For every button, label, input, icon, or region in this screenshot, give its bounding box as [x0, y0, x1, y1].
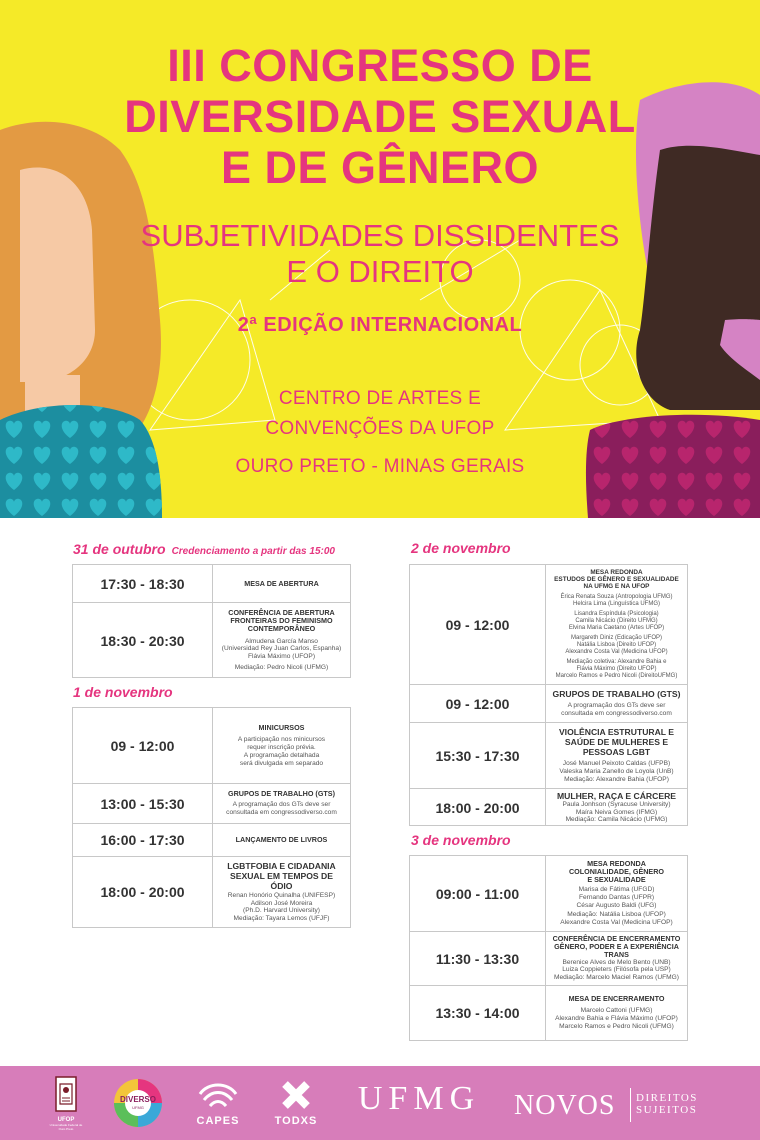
session-content: [213, 857, 350, 927]
sponsor-footer: [0, 1066, 760, 1140]
diverso-label: DIVERSO: [119, 1095, 156, 1104]
speaker-line: Marcelo Cattoni (UFMG): [580, 1007, 653, 1015]
speaker-line: Marisa de Fátima (UFGD): [578, 886, 655, 894]
session-title: FRONTEIRAS DO FEMINISMO: [230, 616, 333, 625]
session-time: 09 - 12:00: [73, 708, 213, 783]
session-time: 09 - 12:00: [410, 565, 546, 684]
todxs-logo: [268, 1080, 324, 1127]
title-line-2: DIVERSIDADE SEXUAL: [124, 91, 636, 142]
day-date: 3 de novembro: [411, 832, 511, 848]
session-title: NA UFMG E NA UFOP: [583, 583, 650, 590]
moderator-line: Marcelo Ramos e Pedro Nicoli (DireitoUFMG): [555, 673, 678, 680]
day-heading-nov3: [411, 832, 511, 848]
congress-title: [0, 40, 760, 193]
info-line: será divulgada em separado: [239, 759, 324, 767]
speaker-line: Lisandra Espíndula (Psicologia): [574, 611, 659, 618]
speaker-line: Valeska Maria Zanello de Loyola (UnB): [559, 768, 674, 776]
day-date: 31 de outubro: [73, 541, 166, 557]
ufmg-logo: UFMG: [357, 1080, 481, 1117]
registration-note: Credenciamento a partir das 15:00: [171, 546, 335, 557]
speaker-line: José Manuel Peixoto Caldas (UFPB): [562, 760, 671, 768]
day-heading-oct31: [73, 541, 335, 557]
diverso-sublabel: UFMG: [132, 1105, 144, 1110]
speaker-line: César Augusto Baldi (UFG): [576, 901, 657, 909]
schedule-table-nov2: [409, 564, 688, 826]
session-content: [546, 932, 687, 985]
speaker-line: Elvina Maria Caetano (Artes UFOP): [568, 625, 665, 632]
table-row: [73, 708, 350, 784]
schedule-table-nov3: [409, 855, 688, 1041]
info-line: consultada em congressodiverso.com: [561, 710, 672, 717]
session-title: GRUPOS DE TRABALHO (GTS): [227, 789, 335, 799]
subtitle-line-2: E O DIREITO: [286, 254, 474, 289]
subtitle-line-1: SUBJETIVIDADES DISSIDENTES: [140, 218, 620, 253]
session-content: [213, 565, 350, 602]
session-content: [546, 685, 687, 722]
session-title: MESA REDONDA: [590, 569, 643, 576]
session-title: COLONIALIDADE, GÊNERO: [568, 866, 665, 876]
session-content: [213, 784, 350, 823]
title-line-1: III CONGRESSO DE: [167, 40, 593, 91]
info-line: A participação nos minicursos: [237, 736, 326, 744]
session-content: [546, 789, 687, 826]
direitos-label: DIREITOS: [636, 1092, 698, 1104]
ufop-crest-icon: [55, 1076, 77, 1112]
speaker-line: (Ph.D. Harvard University): [243, 907, 320, 915]
day-date: 2 de novembro: [411, 540, 511, 556]
session-time: 18:00 - 20:00: [73, 857, 213, 927]
venue-line-1: CENTRO DE ARTES E: [278, 388, 482, 409]
session-time: 09 - 12:00: [410, 685, 546, 722]
moderator-line: Mediação: Alexandre Bahia (UFOP): [564, 775, 669, 783]
venue: [0, 384, 760, 444]
speaker-line: Helcira Lima (Linguística UFMG): [572, 601, 661, 608]
speaker-line: Paula Jonhson (Syracuse University): [562, 800, 671, 808]
info-line: A programação dos GTs deve ser: [567, 702, 666, 710]
table-row: [73, 784, 350, 824]
day-heading-nov2: [411, 540, 511, 556]
session-title: E SEXUALIDADE: [587, 874, 646, 884]
session-title: MINICURSOS: [258, 722, 305, 732]
session-content: [546, 986, 687, 1040]
session-title: LGBTFOBIA E CIDADANIA: [227, 861, 336, 871]
session-title: GRUPOS DE TRABALHO (GTS): [552, 689, 681, 700]
session-title: CONFERÊNCIA DE ABERTURA: [228, 608, 335, 618]
schedule-table-nov1: [72, 707, 351, 928]
session-time: 15:30 - 17:30: [410, 723, 546, 788]
capes-logo: [190, 1080, 246, 1127]
speaker-line: Érica Renata Souza (Antropologia UFMG): [560, 594, 673, 601]
moderator-line: Mediação coletiva: Alexandre Bahia e: [566, 659, 667, 666]
novos-logo-text: NOVOS: [514, 1090, 616, 1121]
edition-label: 2ª EDIÇÃO INTERNACIONAL: [237, 314, 523, 336]
moderator-line: Mediação: Pedro Nicoli (UFMG): [234, 663, 329, 671]
speaker-line: Natália Lisboa (Direito UFOP): [576, 642, 657, 649]
moderator-line: Mediação: Camila Nicácio (UFMG): [565, 816, 668, 824]
session-title: MESA DE ABERTURA: [244, 578, 319, 588]
session-title: MESA REDONDA: [587, 859, 646, 868]
session-title: MULHER, RAÇA E CÁRCERE: [556, 790, 677, 801]
speaker-line: Berenice Alves de Melo Bento (UNB): [562, 958, 671, 966]
table-row: [410, 789, 687, 826]
table-row: [410, 986, 687, 1040]
direitos-sujeitos-logo: [636, 1092, 716, 1116]
speaker-line: Renan Honório Quinalha (UNIFESP): [227, 891, 336, 899]
speaker-line: Luiza Coppieters (Filósofa pela USP): [562, 966, 671, 974]
info-line: requer inscrição prévia.: [247, 744, 316, 752]
todxs-x-icon: [281, 1080, 311, 1110]
info-line: consultada em congressodiverso.com: [226, 808, 337, 816]
moderator-line: Mediação: Natália Lisboa (UFOP): [567, 911, 666, 919]
session-time: 13:30 - 14:00: [410, 986, 546, 1040]
moderator-line: Mediação: Tayara Lemos (UFJF): [233, 915, 330, 923]
table-row: [410, 932, 687, 986]
session-content: [546, 856, 687, 931]
session-title: SEXUAL EM TEMPOS DE ÓDIO: [230, 871, 333, 891]
speaker-line: Maíra Neiva Gomes (IFMG): [575, 808, 658, 816]
speaker-line: Alexandre Costa Val (Medicina UFOP): [565, 649, 668, 656]
session-title: CONTEMPORÂNEO: [247, 623, 316, 633]
location: OURO PRETO - MINAS GERAIS: [235, 456, 525, 477]
table-row: [73, 857, 350, 927]
diverso-logo: [112, 1077, 164, 1129]
session-content: [546, 565, 687, 684]
table-row: [410, 565, 687, 685]
title-line-3: E DE GÊNERO: [220, 142, 540, 193]
poster-header: [0, 0, 760, 518]
session-time: 18:30 - 20:30: [73, 603, 213, 678]
info-line: A programação dos GTs deve ser: [232, 801, 331, 809]
session-time: 13:00 - 15:30: [73, 784, 213, 823]
table-row: [73, 565, 350, 603]
table-row: [410, 856, 687, 932]
session-title: PESSOAS LGBT: [582, 747, 651, 758]
session-content: [213, 824, 350, 856]
day-heading-nov1: [73, 684, 173, 700]
session-title: LANÇAMENTO DE LIVROS: [235, 835, 328, 845]
session-title: MESA DE ENCERRAMENTO: [568, 994, 665, 1004]
speaker-line: (Universidad Rey Juan Carlos, Espanha): [221, 645, 342, 653]
day-date: 1 de novembro: [73, 684, 173, 700]
table-row: [73, 824, 350, 857]
session-time: 16:00 - 17:30: [73, 824, 213, 856]
session-title: CONFERÊNCIA DE ENCERRAMENTO: [552, 934, 681, 944]
session-title: SAÚDE DE MULHERES E: [564, 737, 669, 748]
session-time: 11:30 - 13:30: [410, 932, 546, 985]
session-title: ESTUDOS DE GÊNERO E SEXUALIDADE: [554, 576, 679, 583]
table-row: [73, 603, 350, 678]
ufop-sublabel: Universidade Federal de Ouro Preto: [49, 1123, 83, 1131]
info-line: A programação detalhada: [243, 751, 320, 759]
session-title: GÊNERO, PODER E A EXPERIÊNCIA TRANS: [554, 941, 679, 959]
venue-line-2: CONVENÇÕES DA UFOP: [265, 418, 495, 439]
speaker-line: Adilson José Moreira: [250, 899, 313, 907]
speaker-line: Almudena García Manso: [245, 637, 318, 645]
table-row: [410, 723, 687, 789]
capes-label: CAPES: [196, 1115, 240, 1127]
session-title: VIOLÊNCIA ESTRUTURAL E: [558, 727, 675, 738]
session-time: 17:30 - 18:30: [73, 565, 213, 602]
capes-eye-icon: [196, 1080, 240, 1110]
table-row: [410, 685, 687, 723]
speaker-line: Flávia Máximo (UFOP): [247, 653, 316, 661]
session-content: [546, 723, 687, 788]
speaker-line: Alexandre Bahia e Flávia Máximo (UFOP): [555, 1015, 678, 1022]
schedule-table-oct31: [72, 564, 351, 678]
session-content: [213, 708, 350, 783]
speaker-line: Marcelo Ramos e Pedro Nicoli (UFMG): [559, 1022, 674, 1030]
session-time: 09:00 - 11:00: [410, 856, 546, 931]
moderator-line: Alexandre Costa Val (Medicina UFOP): [560, 919, 673, 927]
moderator-line: Mediação: Marcelo Maciel Ramos (UFMG): [554, 974, 679, 982]
logo-divider: [630, 1088, 631, 1122]
speaker-line: Fernando Dantas (UFPR): [578, 893, 655, 901]
speaker-line: Camila Nicácio (Direito UFMG): [575, 618, 658, 625]
todxs-label: TODXS: [274, 1115, 318, 1127]
session-content: [213, 603, 350, 678]
congress-subtitle: [0, 218, 760, 290]
ufop-label: UFOP: [57, 1117, 75, 1123]
sujeitos-label: SUJEITOS: [636, 1104, 698, 1116]
speaker-line: Margareth Diniz (Edicação UFOP): [570, 635, 663, 642]
ufop-logo: [46, 1076, 86, 1131]
moderator-line: Flávia Máximo (Direito UFOP): [576, 666, 657, 673]
session-time: 18:00 - 20:00: [410, 789, 546, 826]
